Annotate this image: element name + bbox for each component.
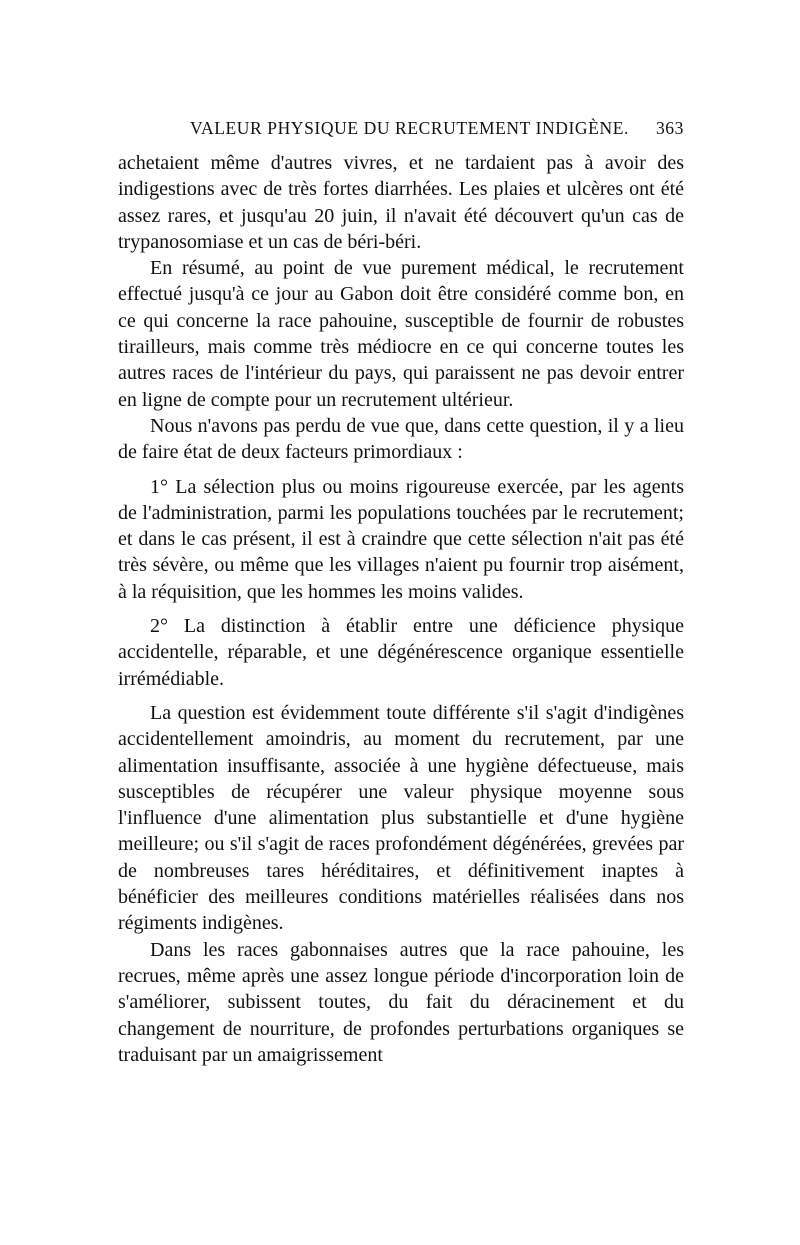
running-title: VALEUR PHYSIQUE DU RECRUTEMENT INDIGÈNE.: [190, 118, 629, 138]
paragraph-continued: achetaient même d'autres vivres, et ne tardaient pas à avoir des indigestions avec de très fortes diarrhées. Les plaies et ulcères ont été assez rares, et jusqu'au 20 juin, il n'avait été découvert qu'un cas de trypanosomiase et un cas de béri-béri.: [118, 152, 684, 253]
numbered-point-2: 2° La distinction à établir entre une déficience physique accidentelle, réparable, et une dégénérescence organique essentielle irrémédiable.: [118, 615, 684, 690]
running-header: [118, 118, 684, 142]
paragraph-factors-intro: Nous n'avons pas perdu de vue que, dans cette question, il y a lieu de faire état de deux facteurs primordiaux :: [118, 414, 684, 464]
page-number: 363: [655, 118, 684, 138]
page-body: [118, 150, 684, 1068]
paragraph-summary: En résumé, au point de vue purement médical, le recrutement effectué jusqu'à ce jour au Gabon doit être considéré comme bon, en ce qui concerne la race pahouine, susceptible de fournir de robustes tirailleurs, mais comme très médiocre en ce qui concerne toutes les autres races de l'intérieur du pays, qui paraissent ne pas devoir entrer en ligne de compte pour un recrutement ultérieur.: [118, 257, 684, 411]
numbered-point-1: 1° La sélection plus ou moins rigoureuse exercée, par les agents de l'administration, parmi les populations touchées par le recrutement; et dans le cas présent, il est à craindre que cette sélection n'ait pas été très sévère, ou même que les villages n'aient pu fournir trop aisément, à la réquisition, que les hommes les moins valides.: [118, 475, 684, 603]
paragraph-question: La question est évidemment toute différente s'il s'agit d'indigènes accidentellement amoindris, au moment du recrutement, par une alimentation insuffisante, associée à une hygiène défectueuse, mais susceptibles de récupérer une valeur physique moyenne sous l'influence d'une alimentation plus substantielle et d'une hygiène meilleure; ou s'il s'agit de races profondément dégénérées, grevées par de nombreuses tares héréditaires, et définitivement inaptes à bénéficier des meilleures conditions matérielles réalisées dans nos régiments indigènes.: [118, 701, 684, 935]
paragraph-gabon-races: Dans les races gabonnaises autres que la race pahouine, les recrues, même après une assez longue période d'incorporation loin de s'améliorer, subissent toutes, du fait du déracinement et du changement de nourriture, de profondes perturbations organiques se traduisant par un amaigrissement: [118, 938, 684, 1066]
